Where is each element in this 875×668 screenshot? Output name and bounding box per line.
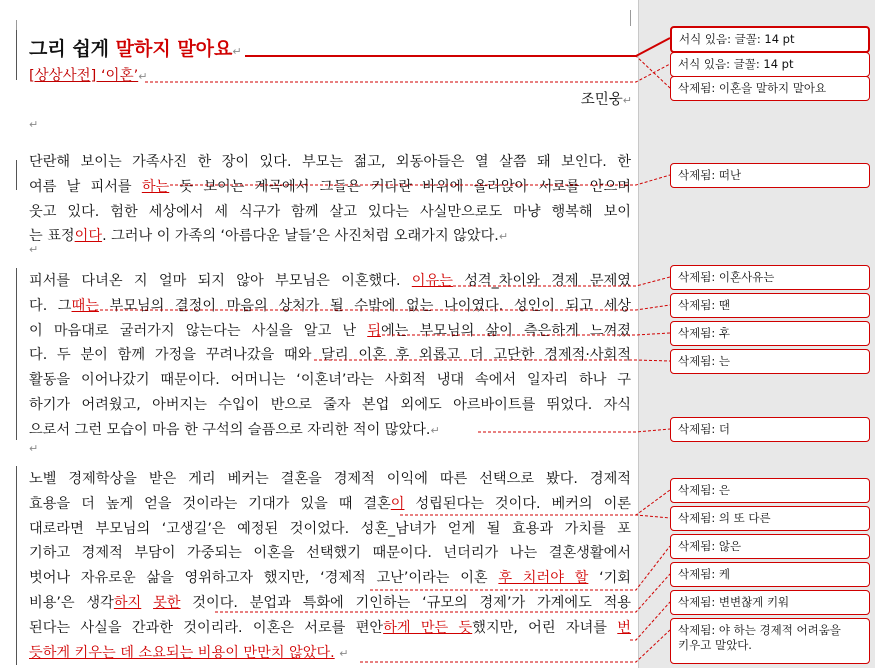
revision-balloon[interactable] <box>670 52 870 77</box>
change-bar <box>16 30 17 60</box>
paragraph-mark: ↵ <box>232 45 242 58</box>
text-line[interactable] <box>29 540 631 566</box>
text-line[interactable] <box>29 174 631 200</box>
text-run: 비용’은 생각 <box>29 595 114 611</box>
text-run: 것이다. 분업과 특화에 기인하는 ‘규모의 경제’가 가계에도 적용 <box>180 595 631 611</box>
title-inserted-text: 말하지 말아요 <box>115 38 233 60</box>
subtitle-text: [상상사전] ‘이혼’ <box>29 68 139 84</box>
text-run: 웃고 있다. 험한 세상에서 세 식구가 함께 살고 있다는 사실만으로도 마냥 행복해 보이 <box>29 203 631 220</box>
text-line[interactable] <box>29 293 631 319</box>
text-run: 다. 그 <box>29 297 72 314</box>
text-run: 성립된다는 것이다. 베커의 이론 <box>404 495 631 512</box>
revision-balloon[interactable] <box>670 562 870 587</box>
text-line[interactable] <box>29 392 631 418</box>
text-line[interactable] <box>29 615 631 641</box>
paragraph-mark: ↵ <box>430 423 440 437</box>
revision-balloon[interactable] <box>670 76 870 101</box>
inserted-text-run: 때는 <box>71 297 99 314</box>
revision-balloon[interactable] <box>670 349 870 374</box>
text-run: 하기가 어려웠고, 아버지는 수입이 반으로 줄자 본업 외에도 아르바이트를 뛰었다. 자식 <box>29 397 631 413</box>
balloon-label: 삭제됨: <box>678 539 716 553</box>
inserted-text-run: 하지 <box>113 595 142 611</box>
document-author[interactable] <box>580 88 638 109</box>
document-title[interactable] <box>29 34 242 61</box>
balloon-text: 후 <box>715 326 730 340</box>
balloon-text: 땐 <box>715 298 730 312</box>
text-line[interactable] <box>29 199 631 225</box>
balloon-text: 더 <box>715 422 730 436</box>
text-run: 활동을 이어나갔기 때문이다. 어머니는 ‘이혼녀’라는 사회적 냉대 속에서 일자리 하나 구 <box>29 372 631 389</box>
text-run: 노벨 경제학상을 받은 게리 베커는 결혼을 경제적 이익에 따른 선택으로 봤다. 경제적 <box>29 471 631 487</box>
text-run: 여름 날 피서를 <box>29 178 142 195</box>
inserted-text-run: 후 치러야 할 <box>498 570 589 587</box>
inserted-text-run: 번 <box>617 619 631 636</box>
paragraph-mark: ↵ <box>339 646 349 660</box>
balloon-text: 는 <box>715 354 730 368</box>
inserted-text-run: 이유는 <box>411 273 453 289</box>
text-run: 벗어나 자유로운 삶을 영위하고자 했지만, ‘경제적 고난’이라는 이혼 <box>29 570 499 587</box>
revision-balloon[interactable] <box>670 321 870 346</box>
inserted-text-run: 뒤 <box>367 322 381 339</box>
text-run: 했지만, 어린 자녀를 <box>472 619 618 636</box>
balloon-text: 의 또 다른 <box>715 511 771 525</box>
revision-balloon[interactable] <box>670 590 870 615</box>
balloon-label: 삭제됨: <box>678 270 716 284</box>
revision-balloon[interactable] <box>670 417 870 442</box>
text-run: 피서를 다녀온 지 얼마 되지 않아 부모님은 이혼했다. <box>29 273 412 289</box>
text-run: 다. 두 분이 함께 가정을 꾸려나갔을 때와 달리 이혼 후 외롭고 더 고단한 경제적·사회적 <box>29 347 631 364</box>
balloon-label: 삭제됨: <box>678 567 716 581</box>
inserted-text-run: 못한 <box>153 595 181 611</box>
change-bar <box>16 290 17 440</box>
empty-paragraph-mark: ↵ <box>29 243 39 256</box>
text-run: ‘기회 <box>588 570 632 587</box>
balloon-text: 케 <box>715 567 730 581</box>
text-run: 으로서 그런 모습이 마음 한 구석의 슬픔으로 자리한 적이 많았다. <box>29 421 431 438</box>
text-line[interactable] <box>29 268 631 294</box>
text-line[interactable] <box>29 367 631 393</box>
balloon-text: 글꼴: 14 pt <box>729 57 794 71</box>
text-line[interactable] <box>29 640 631 666</box>
balloon-label: 서식 있음: <box>679 32 731 46</box>
text-run <box>141 595 153 611</box>
balloon-text-continued: 키우고 말았다. <box>678 638 752 652</box>
text-run: 부모님의 결정이 마음의 상처가 될 수밖에 없는 나이였다. 성인이 되고 세상 <box>98 297 631 314</box>
change-bar <box>16 160 17 190</box>
revision-balloon[interactable] <box>670 265 870 290</box>
text-line[interactable] <box>29 516 631 542</box>
balloon-label: 삭제됨: <box>678 326 716 340</box>
balloon-label: 삭제됨: <box>678 595 716 609</box>
paragraph-mark: ↵ <box>138 70 148 83</box>
text-run: 에는 부모님의 삶이 측은하게 느껴졌 <box>380 322 632 339</box>
revision-balloon[interactable] <box>670 618 870 664</box>
balloon-label: 삭제됨: <box>678 483 716 497</box>
balloon-text: 글꼴: 14 pt <box>730 32 795 46</box>
text-line[interactable] <box>29 223 631 249</box>
balloon-text: 이혼을 말하지 말아요 <box>715 81 827 95</box>
text-run: 기하고 경제적 부담이 가중되는 이혼을 선택했기 때문이다. 넌더리가 나는 결혼생활에서 <box>29 545 631 562</box>
balloon-label: 삭제됨: <box>678 422 716 436</box>
text-line[interactable] <box>29 565 631 591</box>
balloon-label: 삭제됨: <box>678 511 716 525</box>
text-run: 이 마음대로 굴러가지 않는다는 사실을 알고 난 <box>29 322 368 339</box>
inserted-text-run: 듯하게 키우는 데 소요되는 비용이 만만치 않았다. <box>29 644 335 661</box>
text-run: . 그러나 이 가족의 ‘아름다운 날들’은 사진처럼 오래가지 않았다. <box>102 228 499 245</box>
balloon-text: 은 <box>715 483 730 497</box>
text-line[interactable] <box>29 590 631 616</box>
empty-paragraph-mark: ↵ <box>29 442 39 455</box>
text-line[interactable] <box>29 318 631 344</box>
inserted-text-run: 하는 <box>141 178 170 195</box>
change-bar <box>16 268 17 290</box>
text-run: 단란해 보이는 가족사진 한 장이 있다. 부모는 젊고, 외동아들은 열 살쯤 돼 보인다. 한 <box>29 154 631 170</box>
balloon-text: 변변찮게 키워 <box>715 595 790 609</box>
inserted-text-run: 이 <box>390 495 405 512</box>
balloon-label: 삭제됨: <box>678 623 716 637</box>
text-run: 듯 보이는 계곡에서 그들은 커다란 바위에 올라앉아 서로를 안으며 <box>169 178 631 195</box>
author-name: 조민웅 <box>580 92 623 108</box>
text-line[interactable] <box>29 466 631 492</box>
revision-balloon[interactable] <box>670 534 870 559</box>
document-subtitle[interactable] <box>29 64 147 85</box>
balloon-label: 삭제됨: <box>678 81 716 95</box>
inserted-text-run: 이다 <box>74 228 103 245</box>
balloon-text: 않은 <box>715 539 742 553</box>
revision-balloon[interactable] <box>670 293 870 318</box>
change-bar <box>16 466 17 665</box>
text-line[interactable] <box>29 491 631 517</box>
change-bar <box>16 60 17 80</box>
balloon-label: 서식 있음: <box>678 57 730 71</box>
page-corner-mark-right <box>630 10 631 26</box>
title-plain-text: 그리 쉽게 <box>29 38 116 60</box>
revision-balloon[interactable] <box>670 506 870 531</box>
revision-balloon[interactable] <box>670 478 870 503</box>
text-run: 대로라면 부모님의 ‘고생길’은 예정된 것이었다. 성혼_남녀가 얻게 될 효용과 가치를 포 <box>29 520 631 537</box>
text-line[interactable] <box>29 149 631 175</box>
balloon-text: 떠난 <box>715 168 742 182</box>
text-run: 성격_차이와 경제 문제였 <box>452 273 631 289</box>
text-line[interactable] <box>29 417 631 443</box>
balloon-label: 삭제됨: <box>678 354 716 368</box>
text-run: 된다는 사실을 간과한 것이리라. 이혼은 서로를 편안 <box>29 619 384 636</box>
balloon-text: 야 하는 경제적 어려움을 <box>715 623 841 637</box>
revision-balloon[interactable] <box>670 163 870 188</box>
balloon-text: 이혼사유는 <box>715 270 775 284</box>
paragraph-mark: ↵ <box>498 230 509 244</box>
text-run: 는 표정 <box>29 228 75 245</box>
balloon-label: 삭제됨: <box>678 168 716 182</box>
text-line[interactable] <box>29 342 631 368</box>
empty-paragraph-mark: ↵ <box>29 118 39 131</box>
inserted-text-run: 하게 만든 듯 <box>383 619 473 636</box>
text-run: 효용을 더 높게 얻을 것이라는 기대가 있을 때 결혼 <box>29 495 391 512</box>
paragraph-mark: ↵ <box>622 94 632 107</box>
revision-balloon[interactable] <box>670 26 870 53</box>
balloon-label: 삭제됨: <box>678 298 716 312</box>
